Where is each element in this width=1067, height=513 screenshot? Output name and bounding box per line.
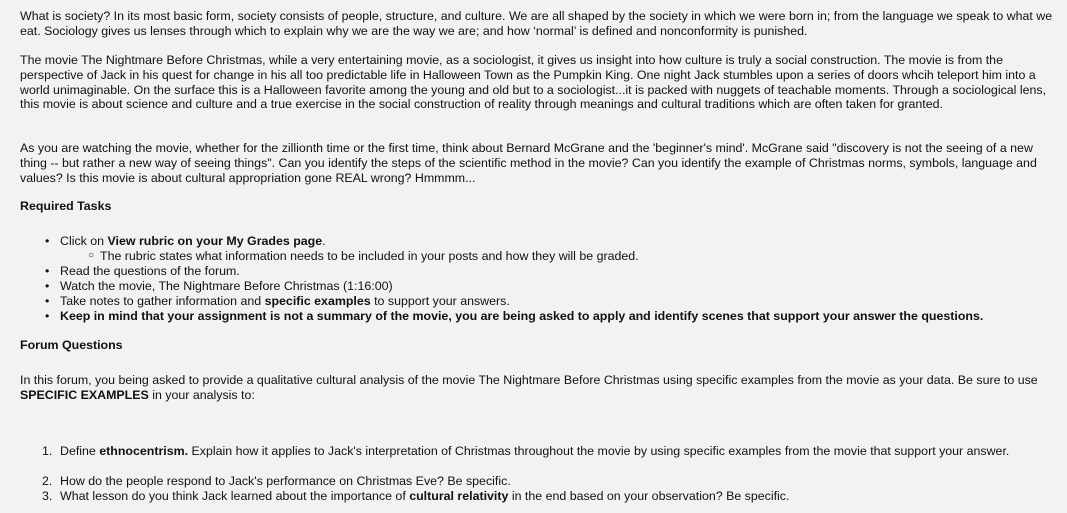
task-item-watch-movie: • Watch the movie, The Nightmare Before Christmas (1:16:00)	[45, 279, 393, 293]
task-item-keep-in-mind: • Keep in mind that your assignment is not a summary of the movie, you are being asked to apply and identify scenes that support your answer the questions.	[45, 309, 984, 323]
intro-paragraph-mcgrane: As you are watching the movie, whether for the zillionth time or the first time, think about Bernard McGrane and the 'beginner's mind'. McGrane said "discovery is not the seeing of a new thing -- but rather a new way of seeing things". Can you identify the steps of the scientific method in the movie? Can you identify the example of Christmas norms, symbols, language and values? Is this movie is about cultural appropriation gone REAL wrong? Hmmmm...	[20, 141, 1037, 185]
bullet-icon: •	[45, 309, 50, 323]
bullet-icon: •	[45, 294, 50, 308]
intro-paragraph-movie: The movie The Nightmare Before Christmas, while a very entertaining movie, as a sociologist, it gives us insight into how culture is truly a social construction. The movie is from the perspective of Jack in his quest for change in his all too predictable life in Halloween Town as the Pumpkin King. One night Jack stumbles upon a series of doors whcih teleport him into a world unimaginable. On the surface this is a Halloween favorite among the young and old but to a sociologist...it is packed with nuggets of teachable moments. Through a sociological lens, this movie is about science and culture and a true exercise in the social construction of reality through meanings and cultural traditions which are often taken for granted.	[20, 53, 1047, 112]
task-item-take-notes: • Take notes to gather information and specific examples to support your answers.	[45, 294, 510, 308]
view-rubric-link[interactable]: View rubric on your My Grades page	[107, 234, 323, 248]
bullet-icon: •	[45, 279, 50, 293]
question-1: 1. Define ethnocentrism. Explain how it applies to Jack's interpretation of Christmas throughout the movie by using specific examples from the movie that support your answer.	[42, 444, 1010, 458]
question-3: 3. What lesson do you think Jack learned about the importance of cultural relativity in the end based on your observation? Be specific.	[42, 489, 790, 503]
forum-questions-heading: Forum Questions	[20, 338, 123, 352]
task-item-read-questions: • Read the questions of the forum.	[45, 264, 240, 278]
bullet-icon: •	[45, 264, 50, 278]
task-item-view-rubric: • Click on View rubric on your My Grades page.	[45, 234, 326, 248]
hollow-bullet-icon: ○	[88, 250, 95, 261]
forum-intro-paragraph: In this forum, you being asked to provide a qualitative cultural analysis of the movie The Nightmare Before Christmas using specific examples from the movie as your data. Be sure to use SPECIFIC EXAMPLES in your analysis to:	[20, 373, 1038, 402]
task-subitem-rubric: ○ The rubric states what information needs to be included in your posts and how they will be graded.	[88, 249, 639, 263]
question-2: 2. How do the people respond to Jack's performance on Christmas Eve? Be specific.	[42, 474, 511, 488]
required-tasks-heading: Required Tasks	[20, 199, 112, 213]
intro-paragraph-society: What is society? In its most basic form, society consists of people, structure, and culture. We are all shaped by the society in which we were born in; from the language we speak to what we eat. Sociology gives us lenses through which to explain why we are the way we are; and how ‘normal’ is defined and nonconformity is punished.	[20, 9, 1053, 38]
bullet-icon: •	[45, 234, 50, 248]
